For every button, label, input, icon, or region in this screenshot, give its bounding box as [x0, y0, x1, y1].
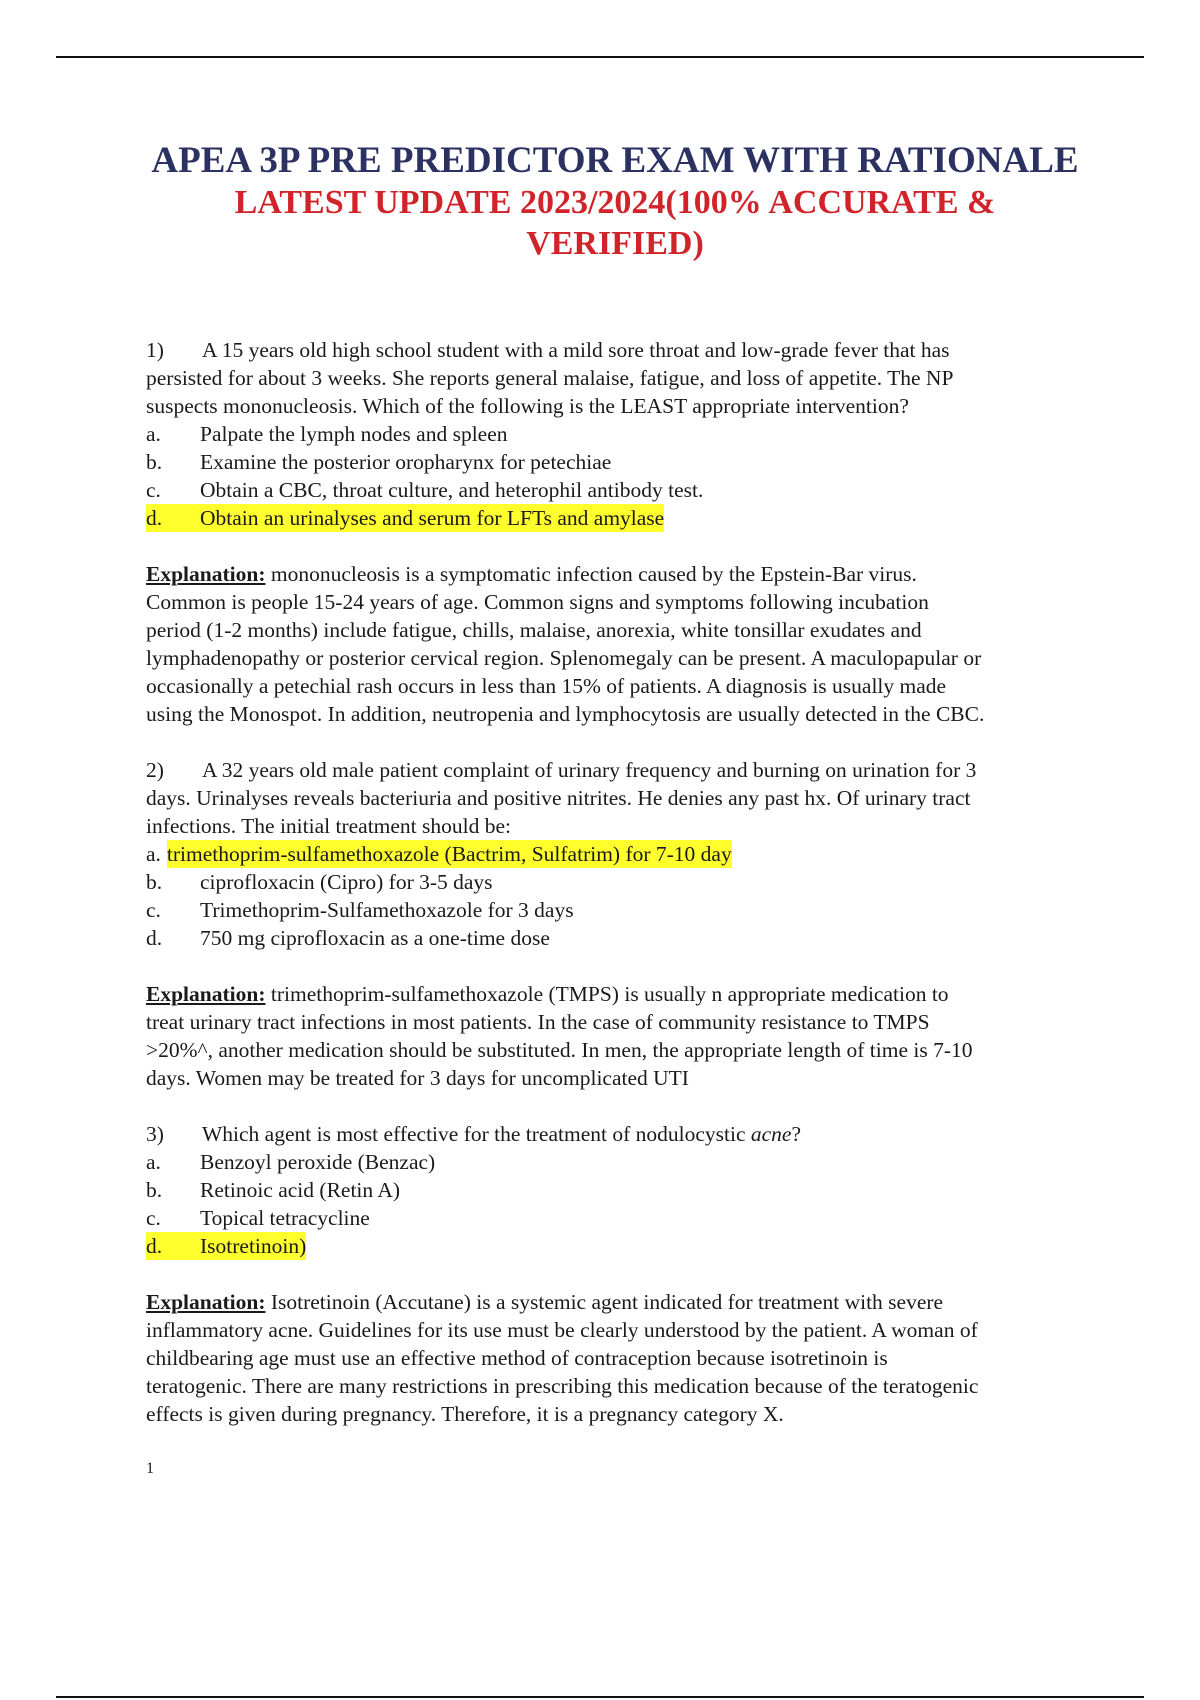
question-stem: A 32 years old male patient complaint of urinary frequency and burning on urination for 3 — [202, 758, 977, 782]
question-stem: A 15 years old high school student with a mild sore throat and low-grade fever that has — [202, 338, 950, 362]
question-3 — [146, 1120, 1086, 1428]
question-number: 1) — [146, 338, 164, 362]
title-line-2: LATEST UPDATE 2023/2024(100% ACCURATE & — [234, 184, 996, 221]
question-1 — [146, 336, 1086, 728]
page-number: 1 — [146, 1460, 154, 1477]
explanation-line: using the Monospot. In addition, neutropenia and lymphocytosis are usually detected in the CBC. — [146, 702, 985, 726]
top-rule — [56, 56, 1144, 58]
answer-option: b. Examine the posterior oropharynx for petechiae — [146, 450, 612, 474]
explanation: Explanation: mononucleosis is a symptomatic infection caused by the Epstein-Bar virus. — [146, 562, 917, 586]
answer-highlight: trimethoprim-sulfamethoxazole (Bactrim, Sulfatrim) for 7-10 day — [166, 842, 732, 866]
explanation-line: inflammatory acne. Guidelines for its use must be clearly understood by the patient. A woman of — [146, 1318, 978, 1342]
title-line-3: VERIFIED) — [526, 225, 704, 262]
explanation-label: Explanation: — [146, 562, 266, 586]
answer-option: b. Retinoic acid (Retin A) — [146, 1178, 401, 1202]
explanation-label: Explanation: — [146, 1290, 266, 1314]
answer-option: b. ciprofloxacin (Cipro) for 3-5 days — [146, 870, 493, 894]
document-body — [146, 336, 1086, 1428]
bottom-rule — [56, 1696, 1144, 1698]
explanation-line: lymphadenopathy or posterior cervical region. Splenomegaly can be present. A maculopapular or — [146, 646, 982, 670]
question-number: 3) — [146, 1122, 164, 1146]
explanation-line: period (1-2 months) include fatigue, chills, malaise, anorexia, white tonsillar exudates and — [146, 618, 922, 642]
answer-option: c. Obtain a CBC, throat culture, and heterophil antibody test. — [146, 478, 704, 502]
answer-option: a. Benzoyl peroxide (Benzac) — [146, 1150, 436, 1174]
question-stem: infections. The initial treatment should be: — [146, 814, 512, 838]
explanation: Explanation: Isotretinoin (Accutane) is a systemic agent indicated for treatment with severe — [146, 1290, 944, 1314]
question-stem: days. Urinalyses reveals bacteriuria and positive nitrites. He denies any past hx. Of urinary tract — [146, 786, 971, 810]
answer-highlight: d. Obtain an urinalyses and serum for LFTs and amylase — [146, 506, 665, 530]
answer-highlight: d. Isotretinoin) — [146, 1234, 307, 1258]
explanation-label: Explanation: — [146, 982, 266, 1006]
question-number: 2) — [146, 758, 164, 782]
explanation-line: teratogenic. There are many restrictions in prescribing this medication because of the teratogenic — [146, 1374, 979, 1398]
explanation-line: childbearing age must use an effective method of contraception because isotretinoin is — [146, 1346, 888, 1370]
answer-option: a. Palpate the lymph nodes and spleen — [146, 422, 508, 446]
correct-answer-option — [146, 504, 1086, 532]
correct-answer-option — [146, 1232, 1086, 1260]
question-stem: persisted for about 3 weeks. She reports general malaise, fatigue, and loss of appetite. The NP — [146, 366, 954, 390]
document-title — [0, 140, 1200, 264]
explanation: Explanation: trimethoprim-sulfamethoxazole (TMPS) is usually n appropriate medication to — [146, 982, 949, 1006]
explanation-line: treat urinary tract infections in most patients. In the case of community resistance to TMPS — [146, 1010, 930, 1034]
explanation-line: days. Women may be treated for 3 days for uncomplicated UTI — [146, 1066, 689, 1090]
explanation-line: occasionally a petechial rash occurs in less than 15% of patients. A diagnosis is usually made — [146, 674, 947, 698]
question-2 — [146, 756, 1086, 1092]
correct-answer-option: a. trimethoprim-sulfamethoxazole (Bactrim, Sulfatrim) for 7-10 day — [146, 842, 732, 866]
explanation-line: >20%^, another medication should be substituted. In men, the appropriate length of time is 7-10 — [146, 1038, 973, 1062]
explanation-line: effects is given during pregnancy. Therefore, it is a pregnancy category X. — [146, 1402, 784, 1426]
answer-option: c. Trimethoprim-Sulfamethoxazole for 3 days — [146, 898, 574, 922]
title-line-1: APEA 3P PRE PREDICTOR EXAM WITH RATIONALE — [151, 140, 1079, 181]
question-stem: Which agent is most effective for the treatment of nodulocystic acne? — [202, 1122, 802, 1146]
answer-option: d. 750 mg ciprofloxacin as a one-time dose — [146, 926, 550, 950]
answer-option: c. Topical tetracycline — [146, 1206, 370, 1230]
question-stem: suspects mononucleosis. Which of the following is the LEAST appropriate intervention? — [146, 394, 909, 418]
explanation-line: Common is people 15-24 years of age. Common signs and symptoms following incubation — [146, 590, 929, 614]
